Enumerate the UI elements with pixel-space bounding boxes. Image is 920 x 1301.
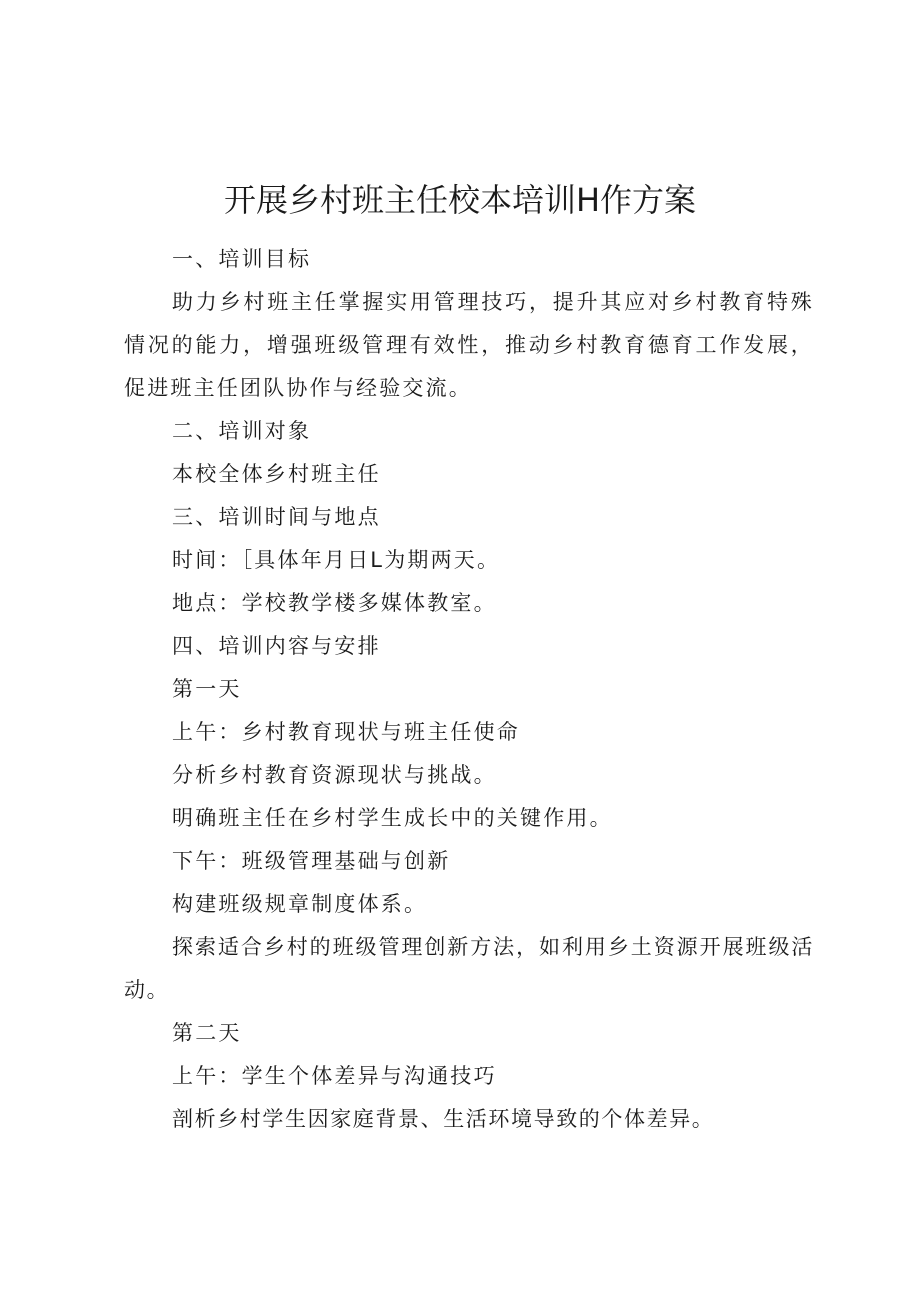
list-item: 分析乡村教育资源现状与挑战。 bbox=[172, 763, 497, 787]
day-two-morning: 上午：学生个体差异与沟通技巧 bbox=[172, 1064, 497, 1088]
paragraph-goals: 助力乡村班主任掌握实用管理技巧，提升其应对乡村教育特殊情况的能力，增强班级管理有效性，推动乡村教育德育工作发展，促进班主任团队协作与经验交流。 bbox=[124, 290, 814, 400]
paragraph-time: 时间：［具体年月日L为期两天。 bbox=[172, 548, 501, 572]
list-item: 构建班级规章制度体系。 bbox=[172, 892, 428, 916]
list-item: 明确班主任在乡村学生成长中的关键作用。 bbox=[172, 806, 613, 830]
day-one-afternoon: 下午：班级管理基础与创新 bbox=[172, 849, 451, 873]
day-two-heading: 第二天 bbox=[172, 1021, 242, 1045]
paragraph-place: 地点：学校教学楼多媒体教室。 bbox=[172, 591, 497, 615]
document-body bbox=[124, 238, 814, 1141]
list-item: 探索适合乡村的班级管理创新方法，如利用乡土资源开展班级活动。 bbox=[124, 935, 814, 1002]
day-one-heading: 第一天 bbox=[172, 677, 242, 701]
section-heading-content: 四、培训内容与安排 bbox=[172, 634, 381, 658]
document-title: 开展乡村班主任校本培训H作方案 bbox=[223, 181, 697, 219]
list-item: 剖析乡村学生因家庭背景、生活环境导致的个体差异。 bbox=[172, 1107, 715, 1131]
section-heading-time-place: 三、培训时间与地点 bbox=[172, 505, 381, 529]
day-one-morning: 上午：乡村教育现状与班主任使命 bbox=[172, 720, 520, 744]
paragraph-audience: 本校全体乡村班主任 bbox=[172, 462, 381, 486]
section-heading-audience: 二、培训对象 bbox=[172, 419, 312, 443]
section-heading-goals: 一、培训目标 bbox=[172, 247, 312, 271]
